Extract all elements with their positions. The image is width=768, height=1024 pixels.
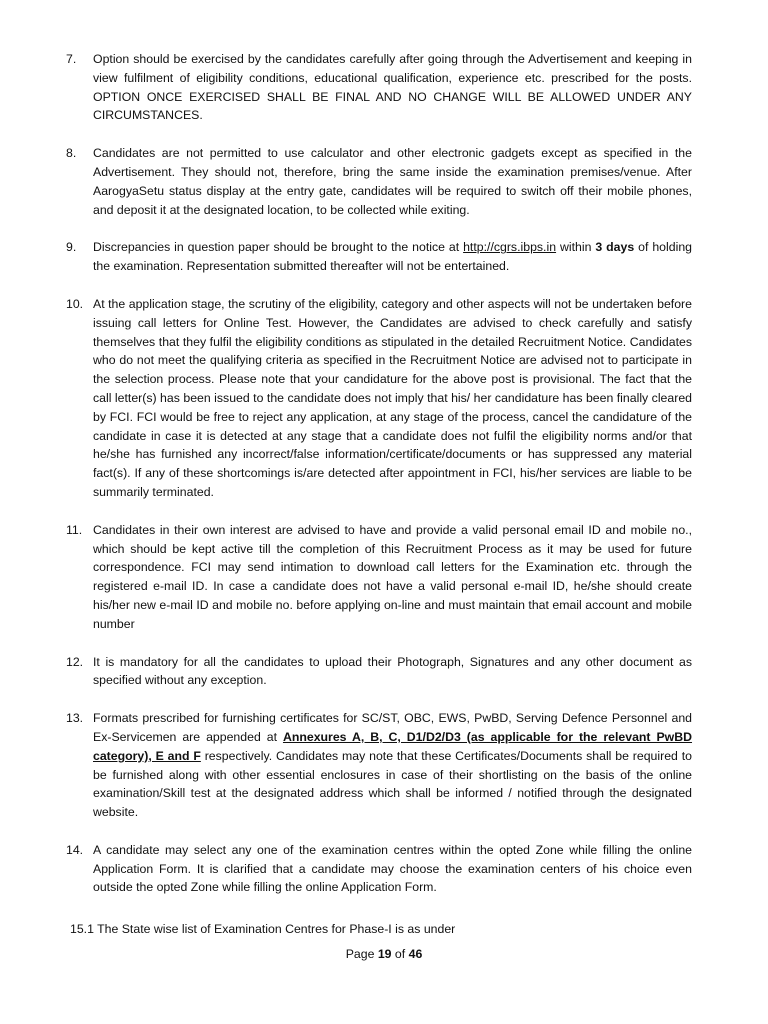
instruction-list — [66, 50, 692, 897]
item-text: At the application stage, the scrutiny of the eligibility, category and other aspects will not be undertaken before issuing call letters for Online Test. However, the Candidates are advised to check carefully and satisfy themselves that they fulfil the eligibility conditions as stipulated in the detailed Recruitment Notice. Candidates who do not meet the qualifying criteria as specified in the Recruitment Notice are advised not to participate in the selection process. Please note that your candidature for the above post is provisional. The fact that the call letter(s) has been issued to the candidate does not imply that his/ her candidature has been finally cleared by FCI. FCI would be free to reject any application, at any stage of the process, cancel the candidature of the candidate in case it is detected at any stage that a candidate does not fulfil the eligibility norms and/or that he/she has furnished any incorrect/false information/certificate/documents or has suppressed any material fact(s). If any of these shortcomings is/are detected after appointment in FCI, his/her services are liable to be summarily terminated. — [93, 296, 692, 499]
list-item-10 — [66, 295, 692, 502]
list-item-8 — [66, 144, 692, 219]
item-text-part: within — [556, 240, 596, 255]
list-item-13 — [66, 709, 692, 822]
item-text: It is mandatory for all the candidates to upload their Photograph, Signatures and any other document as specified without any exception. — [93, 654, 692, 688]
item-number: 10. — [66, 296, 84, 311]
item-text — [93, 238, 692, 276]
list-item-11 — [66, 521, 692, 634]
item-text: Candidates are not permitted to use calculator and other electronic gadgets except as specified in the Advertisement. They should not, therefore, bring the same inside the examination premises/venue. After AarogyaSetu status display at the entry gate, candidates will be required to switch off their mobile phones, and deposit it at the designated location, to be collected while exiting. — [93, 146, 692, 217]
page-number: 19 — [377, 947, 392, 961]
page-footer — [0, 945, 768, 963]
item-number: 11. — [66, 522, 83, 537]
item-number: 13. — [66, 711, 84, 726]
list-item-14 — [66, 841, 692, 897]
item-text: Candidates in their own interest are advised to have and provide a valid personal email ID and mobile no., which should be kept active till the completion of this Recruitment Process as it may be used for future correspondence. FCI may send intimation to download call letters for the Examination etc. through the registered e-mail ID. In case a candidate does not have a valid personal e-mail ID, he/she should create his/her new e-mail ID and mobile no. before applying on-line and must maintain that email account and mobile number — [93, 522, 692, 631]
item-text-part: respectively. Candidates may note that these Certificates/Documents shall be required to be furnished along with other essential enclosures in case of their shortlisting on the basis of the online examination/Skill test at the designated address which shall be informed / notified through the designated website. — [93, 748, 692, 820]
item-text: Option should be exercised by the candidates carefully after going through the Advertisement and keeping in view fulfilment of eligibility conditions, educational qualification, experience etc. prescribed for the posts. OPTION ONCE EXERCISED SHALL BE FINAL AND NO CHANGE WILL BE ALLOWED UNDER ANY CIRCUMSTANCES. — [93, 52, 692, 123]
list-item-9 — [66, 238, 692, 276]
grievance-portal-link[interactable]: http://cgrs.ibps.in — [463, 240, 557, 255]
section-subheading: 15.1 The State wise list of Examination Centres for Phase-I is as under — [70, 922, 456, 936]
item-text: A candidate may select any one of the examination centres within the opted Zone while filling the online Application Form. It is clarified that a candidate may choose the examination centers of his choice even outside the opted Zone while filling the online Application Form. — [93, 842, 692, 895]
item-text-part: Formats prescribed for furnishing certificates for SC/ST, OBC, EWS, PwBD, Serving Defence Personnel and Ex-Servicemen are appended at — [93, 711, 692, 744]
page-label: Page — [345, 947, 378, 961]
item-number: 7. — [66, 52, 77, 66]
item-text — [93, 709, 692, 822]
item-text-part: of holding the examination. Representation submitted thereafter will not be entertained. — [93, 240, 692, 274]
item-number: 8. — [66, 146, 77, 161]
deadline-bold: 3 days — [595, 240, 635, 255]
item-text-part: Discrepancies in question paper should be brought to the notice at — [93, 240, 464, 255]
list-item-12 — [66, 653, 692, 691]
page-of-label: of — [391, 947, 409, 961]
annexures-reference: Annexures A, B, C, D1/D2/D3 (as applicable for the relevant PwBD category), E and F — [93, 729, 693, 763]
item-number: 9. — [66, 240, 77, 255]
list-item-7 — [66, 50, 692, 125]
item-number: 14. — [66, 842, 84, 857]
item-number: 12. — [66, 654, 84, 669]
page-total: 46 — [408, 947, 423, 961]
